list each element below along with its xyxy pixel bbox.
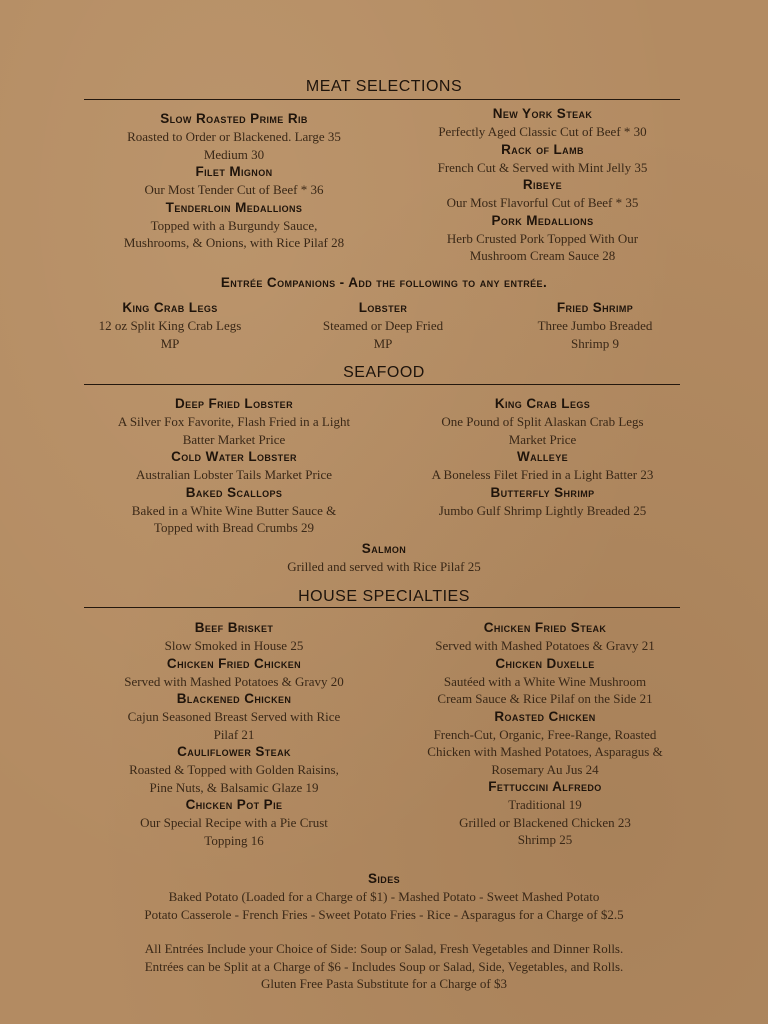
- seafood-salmon: [184, 540, 584, 576]
- menu-item-desc: A Silver Fox Favorite, Flash Fried in a Light: [117, 414, 351, 429]
- menu-item-desc: Cream Sauce & Rice Pilaf on the Side 21: [437, 691, 653, 706]
- menu-item-desc: MP: [373, 335, 393, 351]
- menu-item-desc: MP: [160, 335, 180, 351]
- menu-item-desc: Served with Mashed Potatoes & Gravy 20: [124, 673, 344, 689]
- menu-item-desc: Baked in a White Wine Butter Sauce &: [131, 502, 337, 518]
- menu-item-desc: Shrimp 9: [570, 335, 620, 351]
- menu-item-desc: Steamed or Deep Fried: [322, 318, 444, 333]
- menu-item-name-cold-water-lobster: Cold Water Lobster: [171, 449, 297, 464]
- menu-item-desc: Topped with a Burgundy Sauce,: [150, 217, 318, 233]
- menu-item-name-chicken-duxelle: Chicken Duxelle: [495, 655, 595, 671]
- meat-left-column: [84, 110, 384, 252]
- menu-item-desc: Pine Nuts, & Balsamic Glaze 19: [149, 779, 319, 795]
- menu-item-desc: One Pound of Split Alaskan Crab Legs: [441, 414, 644, 429]
- house-right-column: [395, 619, 695, 849]
- menu-item-desc: Sautéed with a White Wine Mushroom: [443, 673, 647, 689]
- menu-item-name-tenderloin-medallions: Tenderloin Medallions: [165, 199, 303, 215]
- menu-item-desc: Cajun Seasoned Breast Served with Rice: [127, 709, 341, 724]
- sides-block: [34, 870, 734, 923]
- menu-item-name-king-crab-legs: King Crab Legs: [494, 396, 591, 411]
- menu-item-desc: Topping 16: [204, 832, 264, 848]
- seafood-left-column: [84, 395, 384, 537]
- menu-item-desc: Topped with Bread Crumbs 29: [153, 520, 315, 535]
- menu-item-desc: Grilled or Blackened Chicken 23: [459, 814, 631, 830]
- menu-item-desc: Served with Mashed Potatoes & Gravy 21: [435, 638, 655, 653]
- menu-item-desc: Herb Crusted Pork Topped With Our: [446, 230, 639, 246]
- menu-item-desc: Roasted & Topped with Golden Raisins,: [129, 762, 339, 777]
- menu-item-name-fettuccini-alfredo: Fettuccini Alfredo: [488, 779, 602, 794]
- menu-item-desc: Batter Market Price: [182, 431, 286, 447]
- house-section-rule: [84, 607, 680, 608]
- sides-line-1: Baked Potato (Loaded for a Charge of $1) - Mashed Potato - Sweet Mashed Potato: [168, 889, 600, 904]
- menu-item-name-ribeye: Ribeye: [522, 177, 563, 192]
- seafood-right-column: [395, 395, 690, 519]
- footer-line-3: Gluten Free Pasta Substitute for a Charge of $3: [261, 976, 507, 991]
- menu-item-name-blackened-chicken: Blackened Chicken: [176, 691, 292, 706]
- footer-line-1: All Entrées Include your Choice of Side: Soup or Salad, Fresh Vegetables and Dinner Rolls.: [144, 941, 624, 956]
- menu-item-desc: Shrimp 25: [517, 832, 573, 847]
- menu-item-name-lobster: Lobster: [358, 300, 408, 315]
- companion-fried-shrimp: [485, 299, 705, 352]
- menu-item-name-filet-mignon: Filet Mignon: [195, 164, 273, 179]
- menu-item-desc: Medium 30: [203, 146, 265, 162]
- meat-section-rule: [84, 99, 680, 100]
- menu-item-name-chicken-pot-pie: Chicken Pot Pie: [185, 797, 283, 812]
- menu-item-desc: Our Special Recipe with a Pie Crust: [140, 815, 328, 830]
- menu-item-name-deep-fried-lobster: Deep Fried Lobster: [175, 396, 293, 411]
- menu-item-desc: French Cut & Served with Mint Jelly 35: [437, 159, 648, 175]
- menu-item-desc: Mushroom Cream Sauce 28: [469, 248, 616, 263]
- menu-item-desc: Perfectly Aged Classic Cut of Beef * 30: [438, 124, 647, 139]
- menu-item-desc: Rosemary Au Jus 24: [491, 761, 599, 777]
- companion-king-crab-legs: [60, 299, 280, 352]
- menu-item-desc: Australian Lobster Tails Market Price: [136, 467, 332, 482]
- menu-item-desc: Pilaf 21: [213, 726, 255, 742]
- menu-item-desc: Traditional 19: [508, 797, 582, 812]
- menu-item-desc: Mushrooms, & Onions, with Rice Pilaf 28: [123, 235, 345, 250]
- menu-item-name-baked-scallops: Baked Scallops: [185, 484, 283, 500]
- menu-item-name-chicken-fried-chicken: Chicken Fried Chicken: [166, 655, 302, 671]
- menu-item-name-beef-brisket: Beef Brisket: [194, 620, 274, 635]
- house-left-column: [84, 619, 384, 849]
- menu-item-desc: Chicken with Mashed Potatoes, Asparagus &: [427, 744, 663, 759]
- menu-item-name-rack-of-lamb: Rack of Lamb: [501, 141, 584, 157]
- footer-notes: [34, 940, 734, 993]
- menu-item-name-new-york-steak: New York Steak: [492, 106, 593, 121]
- menu-item-name-roasted-chicken: Roasted Chicken: [494, 708, 596, 724]
- menu-item-desc: Jumbo Gulf Shrimp Lightly Breaded 25: [438, 502, 647, 518]
- menu-item-name-walleye: Walleye: [516, 449, 569, 464]
- menu-item-desc: Grilled and served with Rice Pilaf 25: [287, 559, 481, 574]
- seafood-section-rule: [84, 384, 680, 385]
- entree-companions-title: Entrée Companions - Add the following to any entrée.: [220, 275, 548, 290]
- menu-item-name-fried-shrimp: Fried Shrimp: [556, 300, 634, 315]
- sides-line-2: Potato Casserole - French Fries - Sweet Potato Fries - Rice - Asparagus for a Charge of $2.5: [144, 906, 624, 922]
- menu-item-desc: Our Most Flavorful Cut of Beef * 35: [446, 195, 639, 210]
- sides-title: Sides: [367, 871, 400, 886]
- seafood-section-title: SEAFOOD: [343, 364, 425, 381]
- menu-item-desc: Slow Smoked in House 25: [164, 638, 304, 653]
- meat-right-column: [395, 105, 690, 265]
- menu-item-desc: Market Price: [508, 431, 577, 447]
- footer-line-2: Entrées can be Split at a Charge of $6 - Includes Soup or Salad, Side, Vegetables, and Rolls.: [144, 958, 624, 974]
- menu-item-name-butterfly-shrimp: Butterfly Shrimp: [490, 484, 595, 500]
- menu-item-name-slow-roasted-prime-rib: Slow Roasted Prime Rib: [160, 111, 308, 126]
- menu-item-desc: 12 oz Split King Crab Legs: [98, 318, 242, 333]
- house-section-title: HOUSE SPECIALTIES: [298, 588, 470, 605]
- menu-item-desc: French-Cut, Organic, Free-Range, Roasted: [433, 726, 657, 742]
- menu-item-name-king-crab-legs: King Crab Legs: [122, 300, 218, 315]
- meat-section-title: MEAT SELECTIONS: [305, 78, 463, 95]
- menu-item-desc: A Boneless Filet Fried in a Light Batter 23: [431, 467, 654, 482]
- companion-lobster: [273, 299, 493, 352]
- menu-item-desc: Roasted to Order or Blackened. Large 35: [127, 129, 341, 144]
- menu-item-desc: Our Most Tender Cut of Beef * 36: [144, 182, 324, 197]
- menu-item-name-cauliflower-steak: Cauliflower Steak: [177, 744, 291, 759]
- menu-item-name-salmon: Salmon: [361, 541, 407, 556]
- menu-item-name-pork-medallions: Pork Medallions: [491, 212, 594, 228]
- menu-item-desc: Three Jumbo Breaded: [537, 318, 653, 333]
- menu-item-name-chicken-fried-steak: Chicken Fried Steak: [483, 620, 607, 635]
